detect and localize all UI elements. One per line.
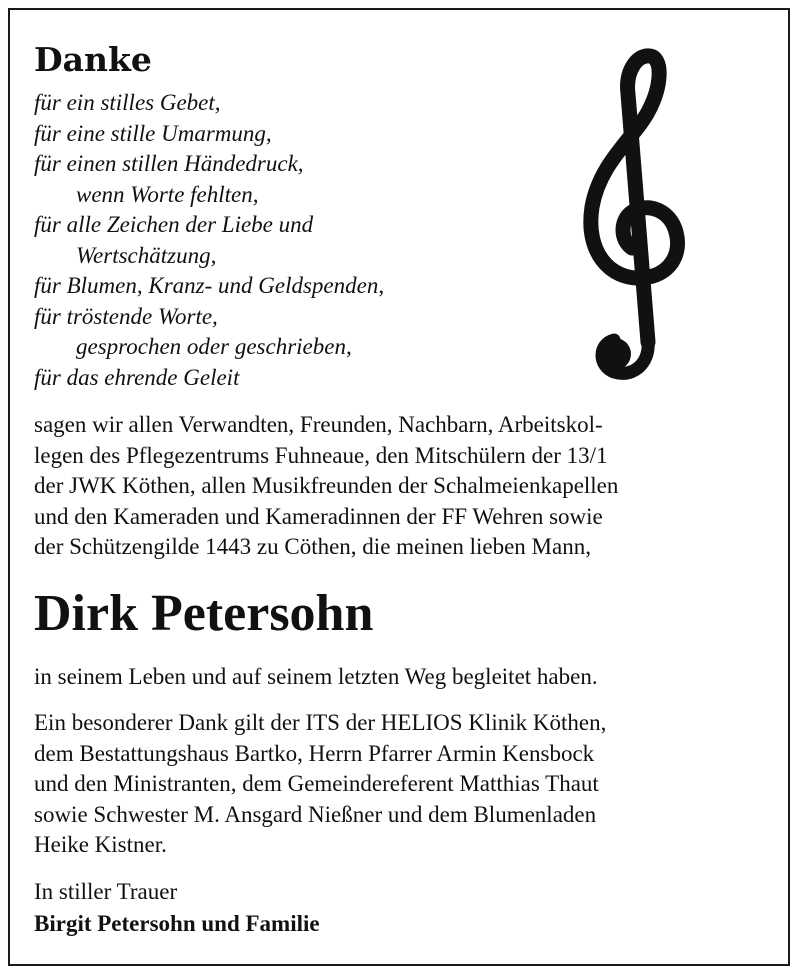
thanks-line: Wertschätzung, bbox=[76, 242, 217, 268]
thanks-list bbox=[34, 88, 384, 393]
special-thanks-line: Ein besonderer Dank gilt der ITS der HELIOS Klinik Köthen, bbox=[34, 710, 607, 735]
heading-danke: Danke bbox=[34, 40, 152, 79]
special-thanks-line: Heike Kistner. bbox=[34, 832, 167, 857]
special-thanks-line: dem Bestattungshaus Bartko, Herrn Pfarrer Armin Kensbock bbox=[34, 740, 595, 766]
thanks-line: für Blumen, Kranz- und Geldspenden, bbox=[34, 273, 385, 298]
intro-line: der JWK Köthen, allen Musikfreunden der Schalmeienkapellen bbox=[34, 473, 619, 498]
thanks-line: für alle Zeichen der Liebe und bbox=[34, 212, 314, 237]
thanks-line: gesprochen oder geschrieben, bbox=[76, 334, 352, 359]
thanks-line: für ein stilles Gebet, bbox=[34, 90, 221, 115]
closing-line: in seinem Leben und auf seinem letzten Weg begleitet haben. bbox=[34, 664, 598, 689]
intro-paragraph bbox=[34, 410, 618, 563]
thanks-line: wenn Worte fehlten, bbox=[76, 181, 259, 207]
treble-clef-icon bbox=[570, 42, 700, 387]
thanks-line: für eine stille Umarmung, bbox=[34, 120, 272, 146]
signature: Birgit Petersohn und Familie bbox=[34, 911, 320, 936]
thanks-line: für tröstende Worte, bbox=[34, 303, 218, 329]
thanks-line: für einen stillen Händedruck, bbox=[34, 151, 304, 176]
intro-line: legen des Pflegezentrums Fuhneaue, den Mitschülern der 13/1 bbox=[34, 442, 608, 468]
thanks-line: für das ehrende Geleit bbox=[34, 364, 240, 390]
intro-line: sagen wir allen Verwandten, Freunden, Nachbarn, Arbeitskol- bbox=[34, 412, 603, 437]
special-thanks-line: und den Ministranten, dem Gemeindereferent Matthias Thaut bbox=[34, 771, 599, 796]
intro-line: der Schützengilde 1443 zu Cöthen, die meinen lieben Mann, bbox=[34, 534, 591, 559]
deceased-name: Dirk Petersohn bbox=[34, 585, 374, 642]
mourning-label: In stiller Trauer bbox=[34, 879, 178, 904]
special-thanks-paragraph bbox=[34, 708, 606, 861]
special-thanks-line: sowie Schwester M. Ansgard Nießner und dem Blumenladen bbox=[34, 801, 597, 827]
intro-line: und den Kameraden und Kameradinnen der FF Wehren sowie bbox=[34, 503, 603, 529]
